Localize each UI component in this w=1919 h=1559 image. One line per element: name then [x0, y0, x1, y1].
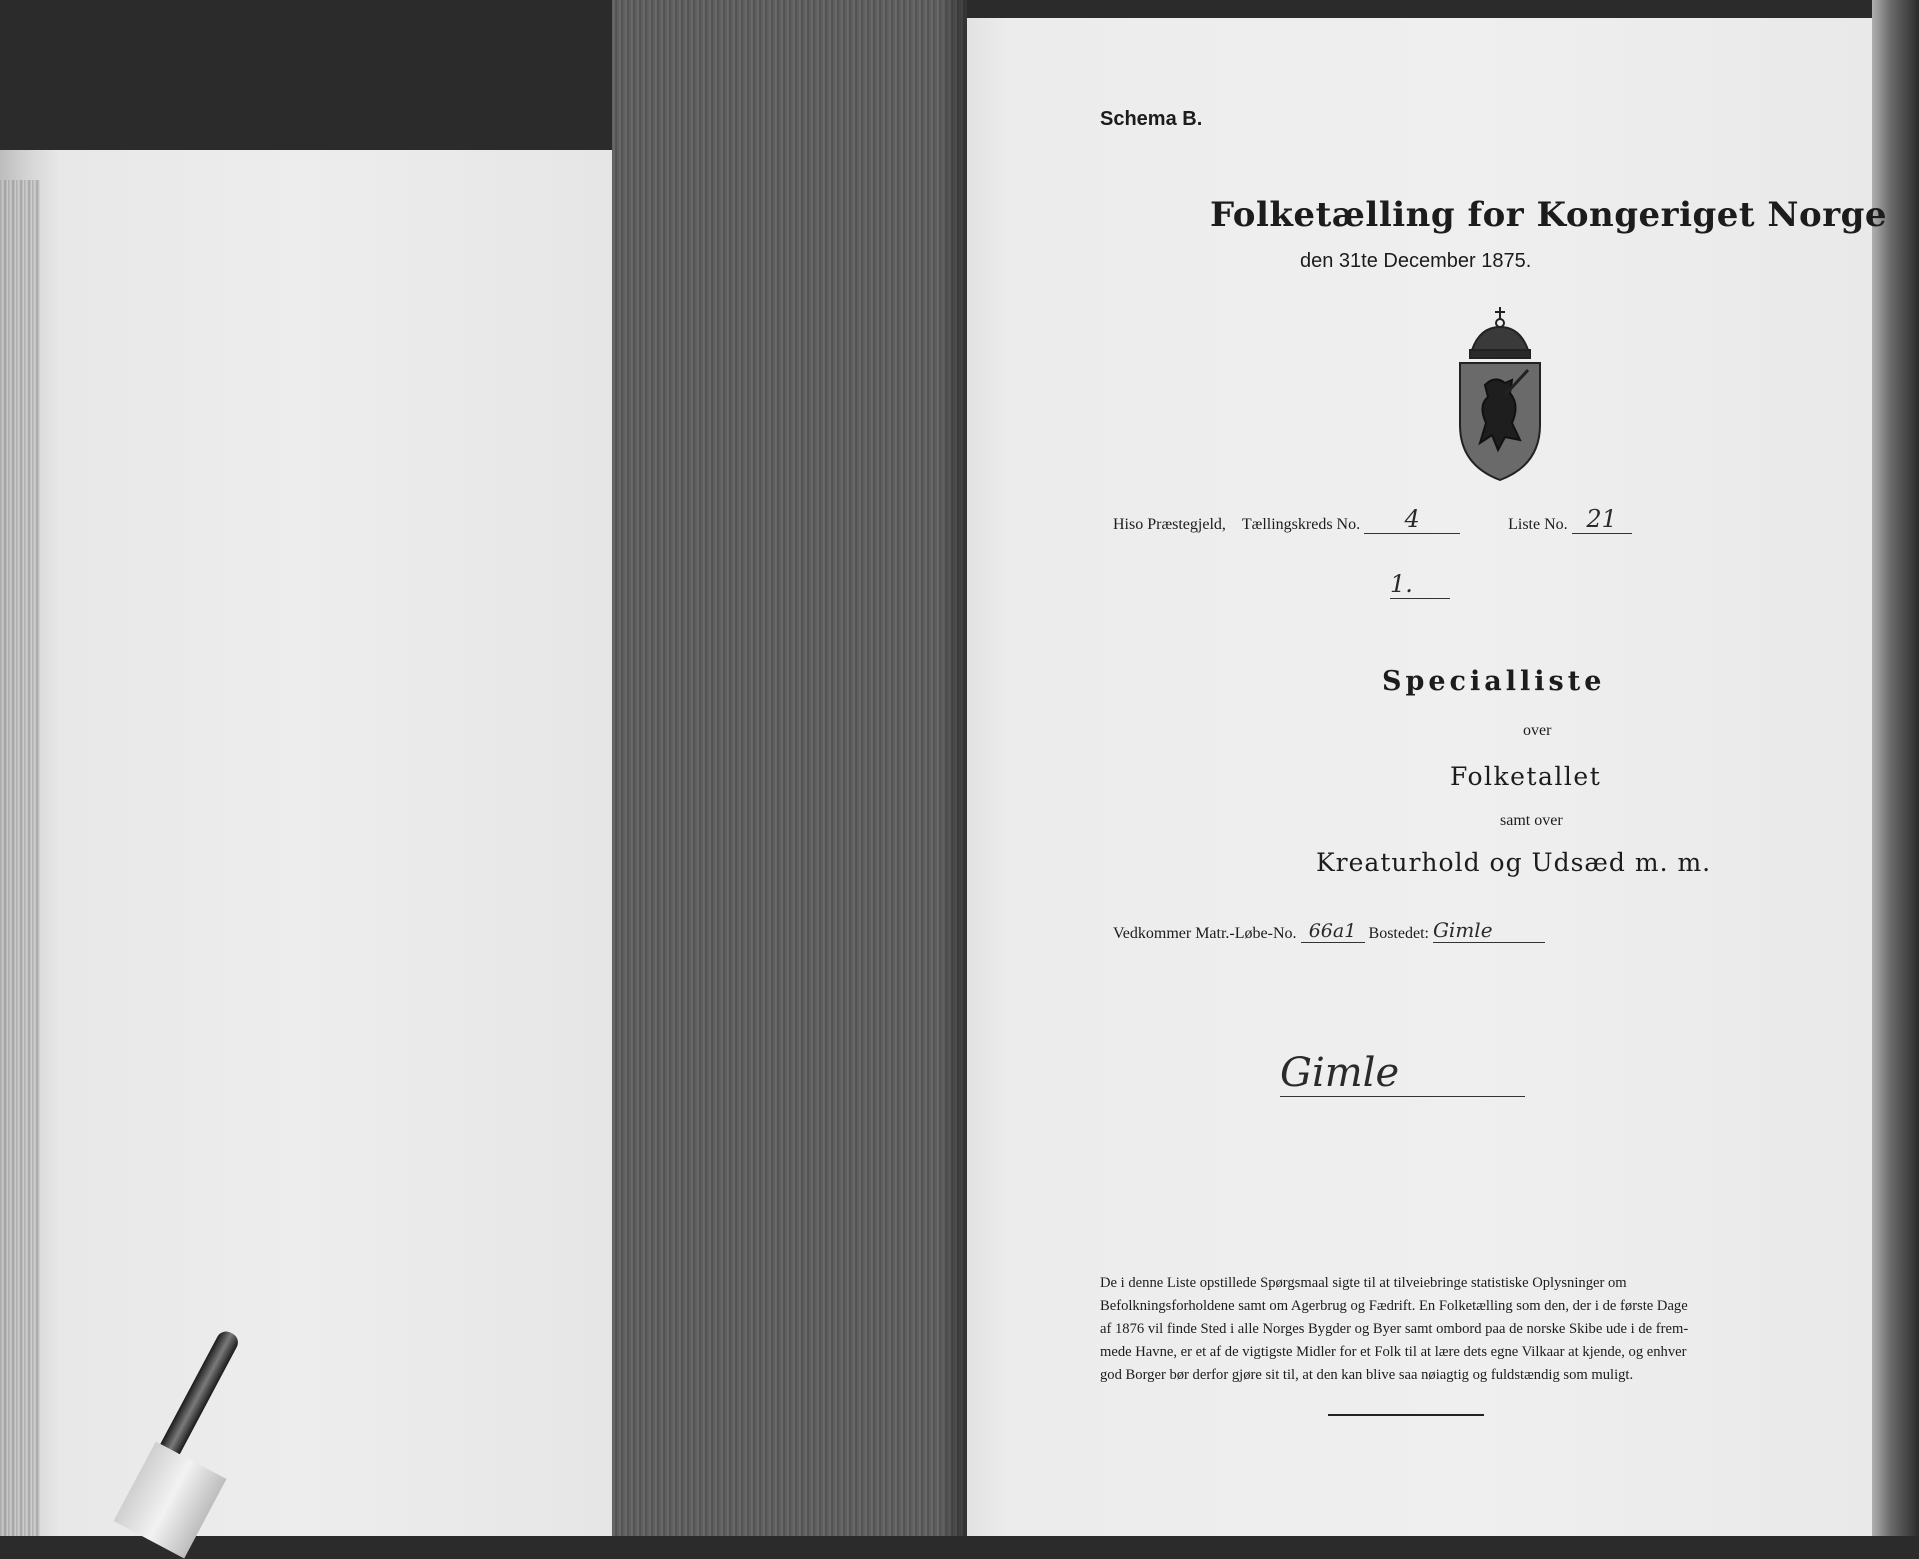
end-rule — [1328, 1414, 1484, 1416]
page-title: Folketælling for Kongeriget Norge — [1210, 195, 1888, 235]
matr-field — [1301, 920, 1365, 943]
schema-label: Schema B. — [1100, 108, 1203, 130]
paragraph-line: mede Havne, er et af de vigtigste Midler for et Folk til at lære dets egne Vilkaar at kjende, og enhver — [1100, 1344, 1687, 1360]
bostedet-label: Bostedet: — [1368, 925, 1429, 942]
parish-label: Hiso Præstegjeld, — [1113, 516, 1226, 533]
large-name-value: Gimle — [1280, 1050, 1400, 1096]
district-label: Tællingskreds No. — [1241, 516, 1361, 533]
list-value: 21 — [1586, 505, 1617, 533]
instructions-paragraph — [1100, 1272, 1765, 1387]
bostedet-value: Gimle — [1432, 918, 1493, 942]
sub-number-field — [1390, 570, 1450, 599]
coat-of-arms-icon — [1450, 305, 1550, 485]
district-value: 4 — [1404, 505, 1420, 533]
large-name-field — [1280, 1050, 1525, 1097]
matr-value: 66a1 — [1308, 920, 1357, 942]
left-page-edge — [0, 180, 40, 1536]
paragraph-line: Befolkningsforholdene samt om Agerbrug og Fædrift. En Folketælling som den, der i de første Dage — [1100, 1298, 1688, 1314]
book-spine — [612, 0, 967, 1536]
district-field — [1364, 505, 1460, 534]
left-page — [0, 150, 612, 1536]
heading-over: over — [1523, 722, 1552, 739]
heading-kreaturhold: Kreaturhold og Udsæd m. m. — [1316, 848, 1712, 877]
matr-label: Vedkommer Matr.-Løbe-No. — [1113, 925, 1297, 942]
census-fields-row — [1113, 505, 1632, 534]
paragraph-line: De i denne Liste opstillede Spørgsmaal sigte til at tilveiebringe statistiske Oplysninger om — [1100, 1275, 1627, 1291]
heading-specialliste: Specialliste — [1382, 666, 1606, 697]
bostedet-field — [1433, 918, 1545, 943]
heading-samt-over: samt over — [1500, 812, 1563, 829]
list-field — [1572, 505, 1632, 534]
date-line: den 31te December 1875. — [1300, 250, 1532, 272]
paragraph-line: god Borger bør derfor gjøre sit til, at den kan blive saa nøiagtig og fuldstændig som muligt. — [1100, 1367, 1634, 1383]
sub-number-value: 1. — [1390, 570, 1413, 598]
property-fields-row — [1113, 918, 1545, 943]
paragraph-line: af 1876 vil finde Sted i alle Norges Bygder og Byer samt ombord paa de norske Skibe ude i de frem- — [1100, 1321, 1689, 1337]
heading-folketallet: Folketallet — [1450, 762, 1602, 791]
list-label: Liste No. — [1508, 516, 1568, 533]
spine-shadow — [940, 0, 967, 1536]
